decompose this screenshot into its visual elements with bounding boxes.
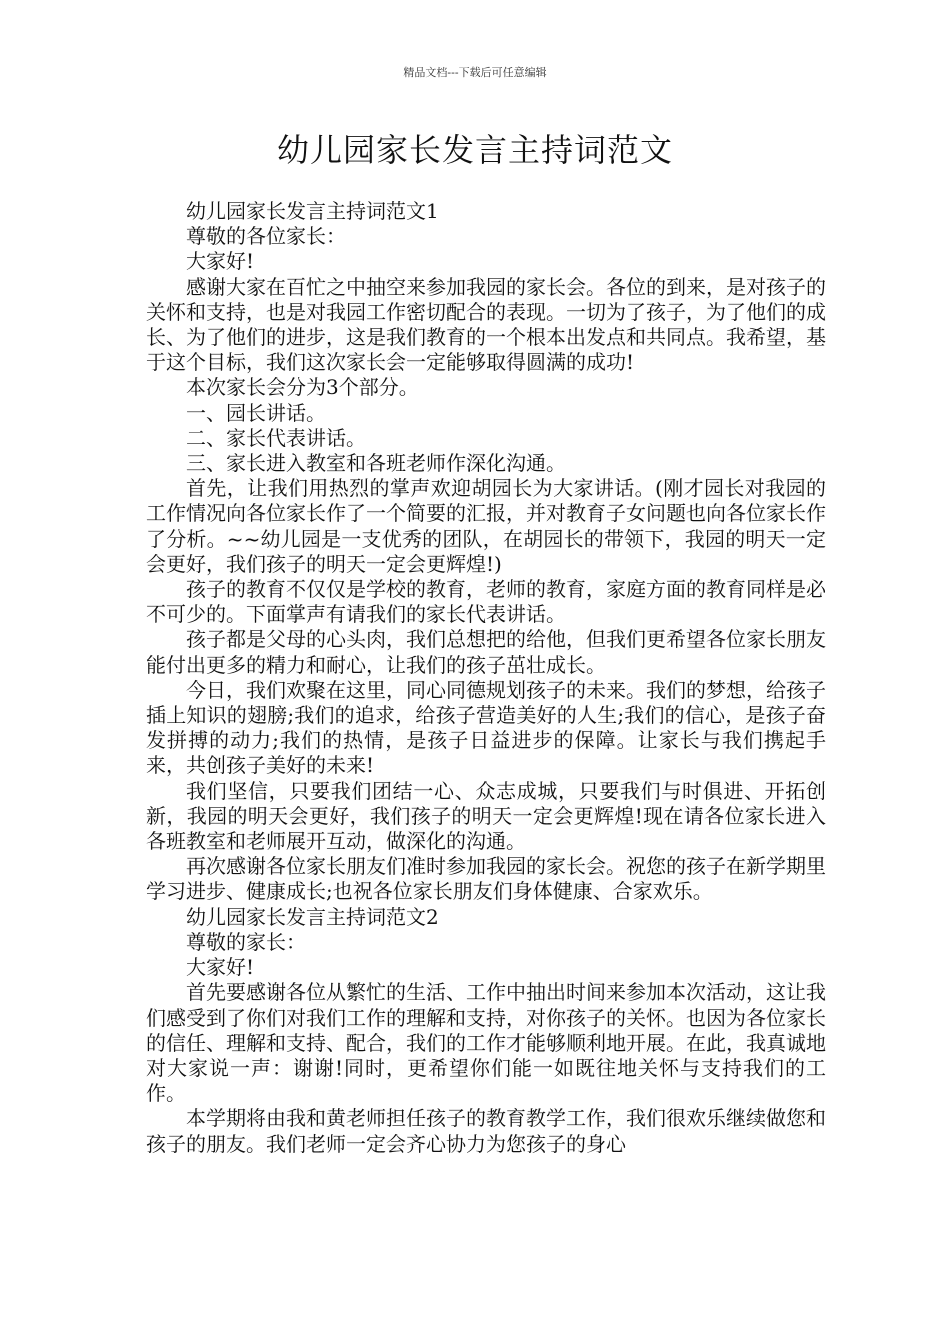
- salutation: 尊敬的家长：: [186, 929, 306, 954]
- body-paragraph: 今日，我们欢聚在这里，同心同德规划孩子的未来。我们的梦想，给孩子插上知识的翅膀;我们的追求，给孩子营造美好的人生;我们的信心，是孩子奋发拼搏的动力;我们的热情，是孩子日益进步的保障。让家长与我们携起手来，共创孩子美好的未来!: [146, 677, 826, 778]
- page-header: 精品文档---下载后可任意编辑: [403, 66, 547, 79]
- body-paragraph: 本次家长会分为3个部分。: [186, 375, 419, 400]
- body-paragraph: 首先要感谢各位从繁忙的生活、工作中抽出时间来参加本次活动，这让我们感受到了你们对我们工作的理解和支持，对你孩子的关怀。也因为各位家长的信任、理解和支持、配合，我们的工作才能够顺利地开展。在此，我真诚地对大家说一声：谢谢!同时，更希望你们能一如既往地关怀与支持我们的工作。: [146, 980, 826, 1106]
- body-paragraph: 感谢大家在百忙之中抽空来参加我园的家长会。各位的到来，是对孩子的关怀和支持，也是对我园工作密切配合的表现。一切为了孩子，为了他们的成长、为了他们的进步，这是我们教育的一个根本出发点和共同点。我希望，基于这个目标，我们这次家长会一定能够取得圆满的成功!: [146, 274, 826, 375]
- body-paragraph: 再次感谢各位家长朋友们准时参加我园的家长会。祝您的孩子在新学期里学习进步、健康成长;也祝各位家长朋友们身体健康、合家欢乐。: [146, 854, 826, 904]
- body-paragraph: 首先，让我们用热烈的掌声欢迎胡园长为大家讲话。(刚才园长对我园的工作情况向各位家长作了一个简要的汇报，并对教育子女问题也向各位家长作了分析。~~幼儿园是一支优秀的团队，在胡园长的带领下，我园的明天一定会更好，我们孩子的明天一定会更辉煌!): [146, 476, 826, 576]
- salutation: 尊敬的各位家长：: [186, 224, 346, 249]
- body-paragraph: 本学期将由我和黄老师担任孩子的教育教学工作，我们很欢乐继续做您和孩子的朋友。我们老师一定会齐心协力为您孩子的身心: [146, 1106, 826, 1156]
- section-heading: 幼儿园家长发言主持词范文2: [186, 904, 439, 929]
- greeting: 大家好!: [186, 249, 255, 274]
- list-item: 三、家长进入教室和各班老师作深化沟通。: [186, 451, 566, 476]
- list-item: 二、家长代表讲话。: [186, 425, 366, 450]
- greeting: 大家好!: [186, 955, 255, 980]
- list-item: 一、园长讲话。: [186, 400, 326, 425]
- body-paragraph: 孩子的教育不仅仅是学校的教育，老师的教育，家庭方面的教育同样是必不可少的。下面掌声有请我们的家长代表讲话。: [146, 577, 826, 627]
- section-heading: 幼儿园家长发言主持词范文1: [186, 199, 439, 223]
- body-paragraph: 孩子都是父母的心头肉，我们总想把的给他，但我们更希望各位家长朋友能付出更多的精力和耐心，让我们的孩子茁壮成长。: [146, 627, 826, 677]
- document-body: [146, 199, 826, 1157]
- body-paragraph: 我们坚信，只要我们团结一心、众志成城，只要我们与时俱进、开拓创新，我园的明天会更好，我们孩子的明天一定会更辉煌!现在请各位家长进入各班教室和老师展开互动，做深化的沟通。: [146, 778, 826, 854]
- document-title: 幼儿园家长发言主持词范文: [276, 131, 673, 169]
